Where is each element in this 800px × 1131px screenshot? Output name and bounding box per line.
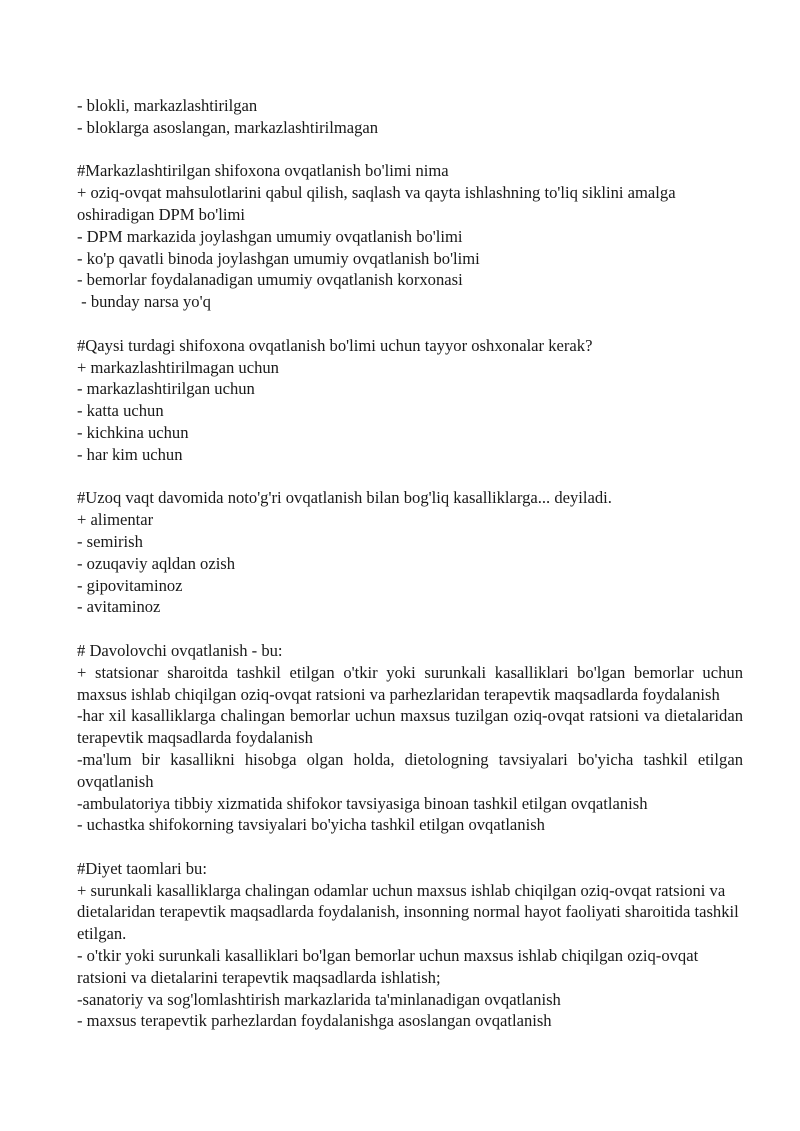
question-text: #Markazlashtirilgan shifoxona ovqatlanish bo'limi nima xyxy=(77,161,449,181)
correct-answer: + surunkali kasalliklarga chalingan odamlar uchun maxsus ishlab chiqilgan oziq-ovqat ratsioni va dietalaridan terapevtik maqsadlarda foydalanish, insonning normal hayot faoliyati sharoitida tashkil etilgan. xyxy=(77,880,743,944)
correct-answer: + markazlashtirilmagan uchun xyxy=(77,357,279,377)
answer-line: - avitaminoz xyxy=(77,597,161,617)
question-block-2 xyxy=(77,160,743,313)
question-text: #Diyet taomlari bu: xyxy=(77,858,207,878)
answer-line: - kichkina uchun xyxy=(77,422,189,442)
answer-line: - uchastka shifokorning tavsiyalari bo'yicha tashkil etilgan ovqatlanish xyxy=(77,815,545,835)
question-text: #Qaysi turdagi shifoxona ovqatlanish bo'limi uchun tayyor oshxonalar kerak? xyxy=(77,335,593,355)
answer-line: - bloklarga asoslangan, markazlashtirilmagan xyxy=(77,117,379,137)
answer-line: - bunday narsa yo'q xyxy=(77,292,211,312)
answer-line: - gipovitaminoz xyxy=(77,575,183,595)
answer-line: - katta uchun xyxy=(77,401,164,421)
question-text: # Davolovchi ovqatlanish - bu: xyxy=(77,640,283,660)
correct-answer: + alimentar xyxy=(77,510,154,530)
answer-line: -ma'lum bir kasallikni hisobga olgan holda, dietologning tavsiyalari bo'yicha tashkil etilgan ovqatlanish xyxy=(77,749,748,791)
answer-line: -sanatoriy va sog'lomlashtirish markazlarida ta'minlanadigan ovqatlanish xyxy=(77,989,561,1009)
answer-line: - bemorlar foydalanadigan umumiy ovqatlanish korxonasi xyxy=(77,270,463,290)
question-block-4 xyxy=(77,487,743,618)
question-block-6 xyxy=(77,858,743,1032)
document-page xyxy=(77,95,748,1054)
answer-line: - DPM markazida joylashgan umumiy ovqatlanish bo'limi xyxy=(77,226,463,246)
answer-line: -ambulatoriya tibbiy xizmatida shifokor tavsiyasiga binoan tashkil etilgan ovqatlanish xyxy=(77,793,648,813)
answer-line: - maxsus terapevtik parhezlardan foydalanishga asoslangan ovqatlanish xyxy=(77,1011,552,1031)
answer-line: - semirish xyxy=(77,531,143,551)
question-block-3 xyxy=(77,335,743,466)
answer-line: - markazlashtirilgan uchun xyxy=(77,379,255,399)
correct-answer: + statsionar sharoitda tashkil etilgan o'tkir yoki surunkali kasalliklari bo'lgan bemorlar uchun maxsus ishlab chiqilgan oziq-ovqat ratsioni va parhezlaridan terapevtik maqsadlarda foydalanish xyxy=(77,662,748,704)
question-block-5 xyxy=(77,640,748,836)
question-text: #Uzoq vaqt davomida noto'g'ri ovqatlanish bilan bog'liq kasalliklarga... deyiladi. xyxy=(77,488,612,508)
answer-line: -har xil kasalliklarga chalingan bemorlar uchun maxsus tuzilgan oziq-ovqat ratsioni va dietalaridan terapevtik maqsadlarda foydalanish xyxy=(77,706,748,748)
answer-line: - ko'p qavatli binoda joylashgan umumiy ovqatlanish bo'limi xyxy=(77,248,480,268)
answer-line: - o'tkir yoki surunkali kasalliklari bo'lgan bemorlar uchun maxsus ishlab chiqilgan oziq-ovqat ratsioni va dietalarini terapevtik maqsadlarda ishlatish; xyxy=(77,946,703,987)
answer-line: - ozuqaviy aqldan ozish xyxy=(77,553,236,573)
answer-line: - har kim uchun xyxy=(77,444,183,464)
answer-line: - blokli, markazlashtirilgan xyxy=(77,96,258,115)
answer-block-1 xyxy=(77,95,743,139)
correct-answer: + oziq-ovqat mahsulotlarini qabul qilish, saqlash va qayta ishlashning to'liq siklini amalga oshiradigan DPM bo'limi xyxy=(77,183,680,224)
